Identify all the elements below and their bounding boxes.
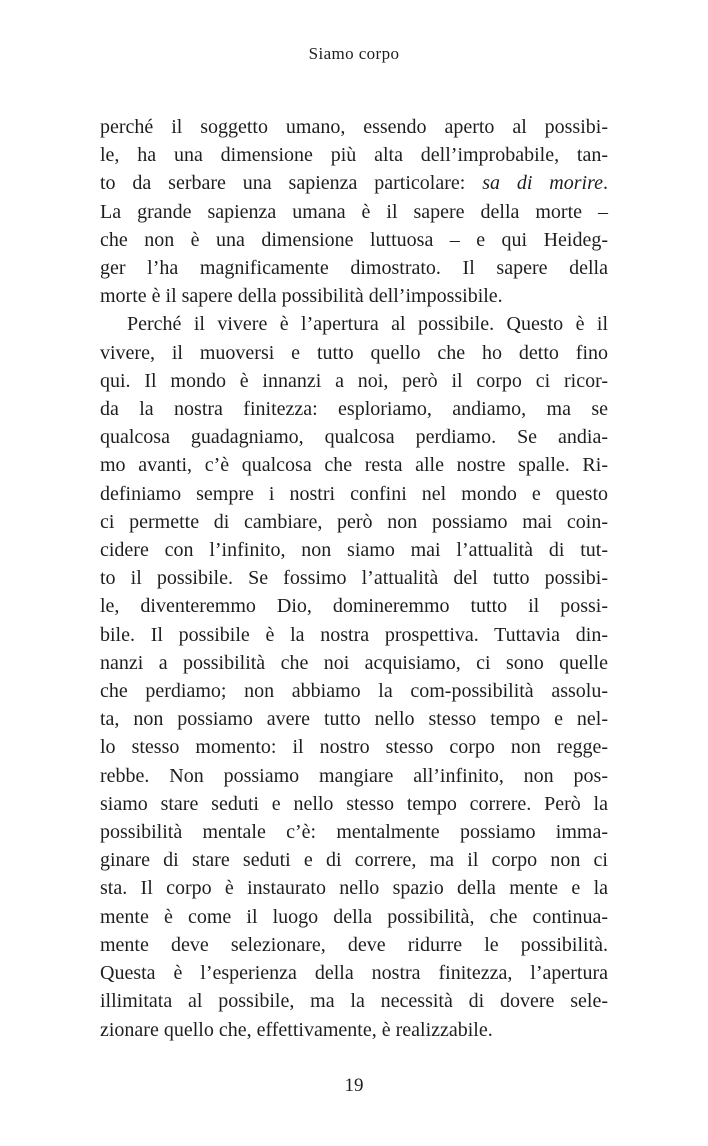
text-line: mente è come il luogo della possibilità, che continua- (100, 905, 608, 928)
text-line: mente deve selezionare, deve ridurre le possibilità. (100, 933, 608, 956)
text-segment: to da serbare una sapienza particolare: (100, 172, 483, 195)
text-line: le, diventeremmo Dio, domineremmo tutto il possi- (100, 595, 608, 618)
text-line: nanzi a possibilità che noi acquisiamo, ci sono quelle (100, 651, 608, 674)
text-line: Perché il vivere è l’apertura al possibile. Questo è il (127, 313, 608, 336)
text-line: bile. Il possibile è la nostra prospettiva. Tuttavia din- (100, 623, 608, 646)
text-line: illimitata al possibile, ma la necessità di dovere sele- (100, 990, 608, 1013)
text-line: cidere con l’infinito, non siamo mai l’attualità di tut- (100, 539, 608, 562)
text-line: morte è il sapere della possibilità dell’impossibile. (100, 285, 503, 308)
text-segment: . (603, 172, 608, 195)
text-line: rebbe. Non possiamo mangiare all’infinito, non pos- (100, 764, 608, 787)
text-line: qui. Il mondo è innanzi a noi, però il corpo ci ricor- (100, 369, 608, 392)
italic-phrase: sa di morire (482, 172, 603, 195)
text-line: ginare di stare seduti e di correre, ma il corpo non ci (100, 849, 608, 872)
text-line: qualcosa guadagniamo, qualcosa perdiamo. Se andia- (100, 426, 608, 449)
text-line: che non è una dimensione luttuosa – e qui Heideg- (100, 228, 608, 251)
text-line-with-italic (100, 169, 608, 197)
text-line: lo stesso momento: il nostro stesso corpo non regge- (100, 736, 608, 759)
body-text (100, 113, 608, 1044)
text-line: ci permette di cambiare, però non possiamo mai coin- (100, 510, 608, 533)
text-line: ger l’ha magnificamente dimostrato. Il sapere della (100, 257, 608, 280)
text-line: siamo stare seduti e nello stesso tempo correre. Però la (100, 792, 608, 815)
text-line: ta, non possiamo avere tutto nello stesso tempo e nel- (100, 708, 608, 731)
text-line: possibilità mentale c’è: mentalmente possiamo imma- (100, 821, 608, 844)
text-line: le, ha una dimensione più alta dell’improbabile, tan- (100, 144, 608, 167)
text-line: mo avanti, c’è qualcosa che resta alle nostre spalle. Ri- (100, 454, 608, 477)
running-header: Siamo corpo (308, 44, 400, 63)
text-line: La grande sapienza umana è il sapere della morte – (100, 200, 608, 223)
text-line: perché il soggetto umano, essendo aperto al possibi- (100, 116, 608, 138)
text-line: definiamo sempre i nostri confini nel mondo e questo (100, 482, 608, 505)
text-line: zionare quello che, effettivamente, è realizzabile. (100, 1018, 493, 1041)
text-line: che perdiamo; non abbiamo la com-possibilità assolu- (100, 680, 608, 703)
text-line: sta. Il corpo è instaurato nello spazio della mente e la (100, 877, 608, 900)
text-line: vivere, il muoversi e tutto quello che ho detto fino (100, 341, 608, 364)
text-line: to il possibile. Se fossimo l’attualità del tutto possibi- (100, 567, 608, 590)
text-line: da la nostra finitezza: esploriamo, andiamo, ma se (100, 398, 608, 421)
page-number: 19 (344, 1075, 364, 1096)
text-line: Questa è l’esperienza della nostra finitezza, l’apertura (100, 962, 608, 985)
